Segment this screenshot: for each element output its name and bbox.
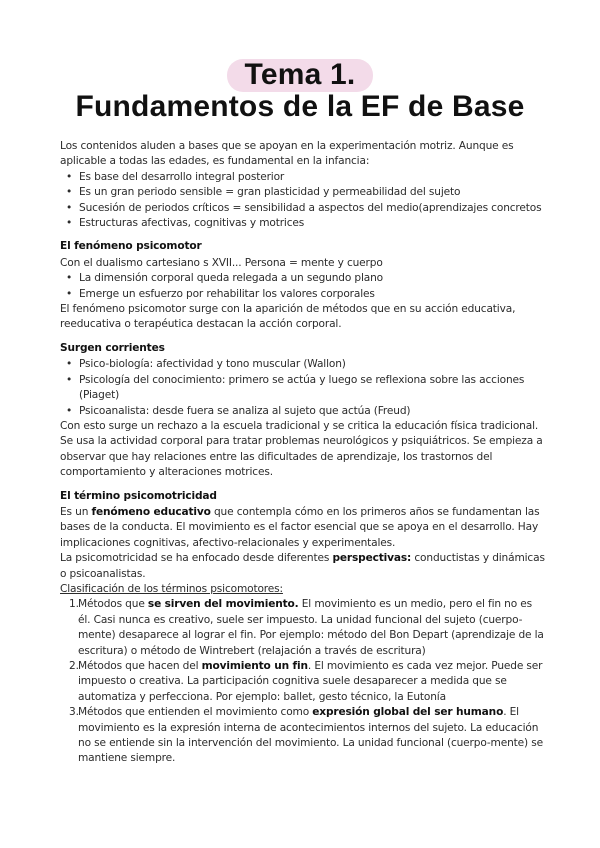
text-run: . El movimiento es cada vez mejor. Puede ser impuesto o creativa. La participación cognitiva suele desaparecer a medida que se automatiza y perfecciona. Por ejemplo: ballet, gesto técnico, la Eutonía [78, 660, 543, 703]
list-item: • Sucesión de periodos críticos = sensibilidad a aspectos del medio(aprendizajes concretos [60, 201, 546, 216]
text-run: El movimiento es un medio, pero el fin no es él. Casi nunca es creativo, suele ser impuesto. La unidad funcional del sujeto (cuerpo-mente) desaparece al lograr el fin. Por ejemplo: método del Bon Depart (aprendizaje de la escritura) o método de Wintrebert (relajación a través de escritura) [78, 598, 544, 657]
document-body [60, 139, 546, 767]
list-item: • Psicoanalista: desde fuera se analiza al sujeto que actúa (Freud) [60, 404, 546, 419]
intro-paragraph: Los contenidos aluden a bases que se apoyan en la experimentación motriz. Aunque es aplicable a todas las edades, es fundamental en la infancia: [60, 140, 514, 168]
list-item: • Es base del desarrollo integral posterior [60, 170, 546, 185]
section-paragraph: Con esto surge un rechazo a la escuela tradicional y se critica la educación física tradicional. Se usa la actividad corporal para tratar problemas neurológicos y psiquiátricos. Se empieza a observar que hay relaciones entre las dificultades de aprendizaje, los trastornos del comportamiento y alteraciones motrices. [60, 419, 543, 479]
section-bullet-list [60, 357, 546, 419]
section-paragraph [60, 551, 546, 582]
bold-term: movimiento un fin [201, 660, 308, 672]
bold-term: fenómeno educativo [91, 505, 211, 518]
text-run: La psicomotricidad se ha enfocado desde diferentes [60, 552, 333, 565]
text-run: Métodos que entienden el movimiento como [78, 706, 313, 719]
list-item [60, 597, 546, 659]
item-number: 2. [69, 660, 79, 672]
list-item [60, 659, 546, 705]
text-run: . El movimiento es la expresión interna de acontecimientos internos del sujeto. La educación no se entiende sin la intervención del movimiento. La unidad funcional (cuerpo-mente) se mantiene siempre. [78, 706, 543, 765]
list-item: • La dimensión corporal queda relegada a un segundo plano [60, 271, 546, 286]
classification-list [60, 597, 546, 766]
bold-term: se sirven del movimiento. [147, 598, 299, 611]
title-line-2: Fundamentos de la EF de Base [75, 90, 525, 123]
list-item: • Psicología del conocimiento: primero se actúa y luego se reflexiona sobre las acciones (Piaget) [60, 373, 546, 404]
text-run: Es un [60, 505, 92, 518]
title-block [0, 59, 600, 123]
section-heading-fenomeno: El fenómeno psicomotor [60, 240, 202, 253]
title-line-1: Tema 1. [244, 58, 356, 91]
section-paragraph: El fenómeno psicomotor surge con la aparición de métodos que en su acción educativa, reeducativa o terapéutica destacan la acción corporal. [60, 303, 516, 331]
list-item: • Psico-biología: afectividad y tono muscular (Wallon) [60, 357, 546, 372]
bold-term: expresión global del ser humano [312, 706, 504, 719]
intro-bullet-list [60, 170, 546, 232]
text-run: conductistas y dinámicas o psicoanalistas. [60, 552, 545, 580]
section-heading-corrientes: Surgen corrientes [60, 341, 165, 354]
item-number: 3. [69, 706, 79, 719]
list-item: • Es un gran periodo sensible = gran plasticidad y permeabilidad del sujeto [60, 185, 546, 200]
section-paragraph [60, 505, 546, 551]
section-heading-termino: El término psicomotricidad [60, 489, 217, 502]
item-number: 1. [69, 598, 79, 611]
list-item: • Estructuras afectivas, cognitivas y motrices [60, 216, 546, 231]
section-paragraph: Con el dualismo cartesiano s XVII... Persona = mente y cuerpo [60, 256, 383, 269]
list-item: • Emerge un esfuerzo por rehabilitar los valores corporales [60, 287, 546, 302]
text-run: Métodos que [78, 598, 148, 611]
section-bullet-list [60, 271, 546, 302]
list-item [60, 705, 546, 767]
classification-title: Clasificación de los términos psicomotores: [60, 582, 283, 595]
text-run: que contempla cómo en los primeros años se fundamentan las bases de la conducta. El movimiento es el factor esencial que se apoya en el desarrollo. Hay implicaciones cognitivas, afectivo-relacionales y experimentales. [60, 505, 540, 549]
bold-term: perspectivas: [332, 552, 412, 565]
text-run: Métodos que hacen del [78, 660, 202, 672]
